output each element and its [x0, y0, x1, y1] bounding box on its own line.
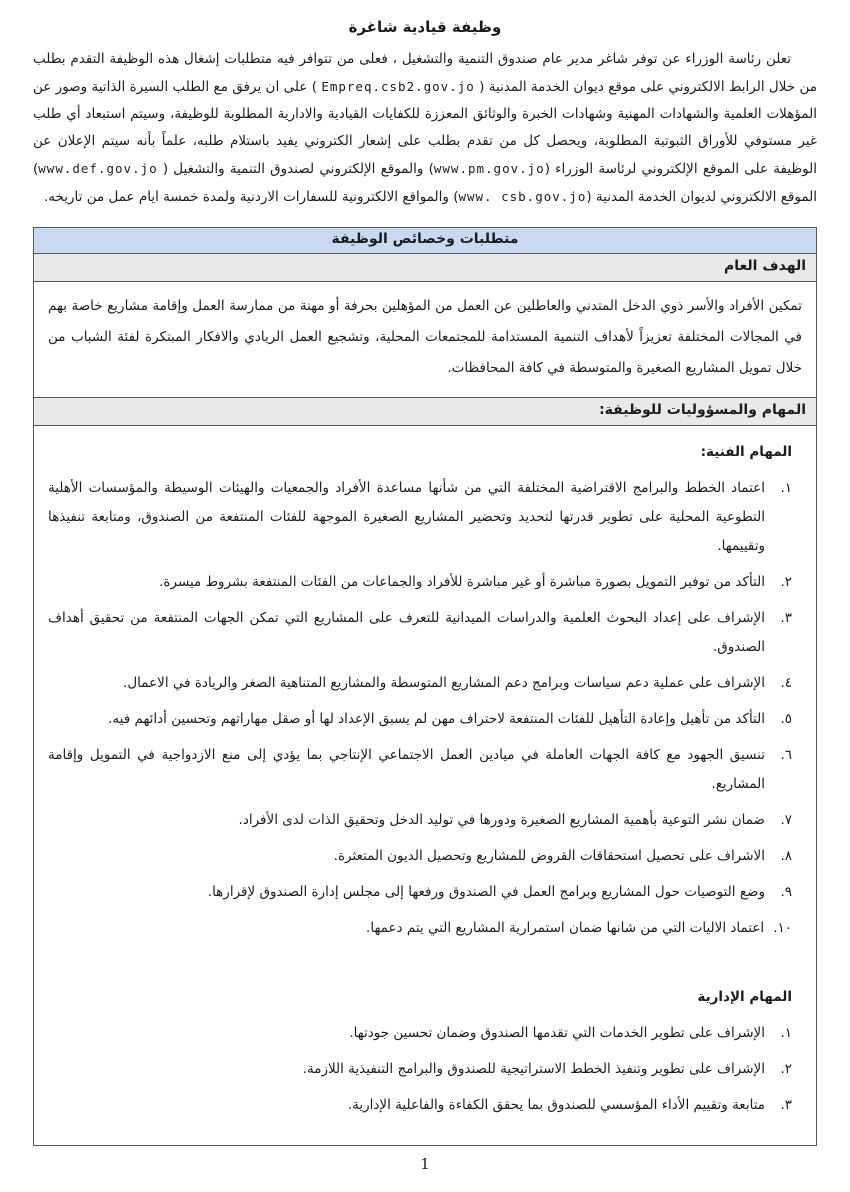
task-number: ٢. — [780, 1061, 792, 1077]
task-text: الإشراف على تطوير الخدمات التي تقدمها الصندوق وضمان تحسين جودتها. — [349, 1025, 765, 1041]
task-item — [48, 604, 792, 662]
csb-website-url-text: www. csb.gov.jo — [458, 189, 587, 204]
task-text: اعتماد الخطط والبرامج الاقتراضية المختلفة التي من شأنها مساعدة الأفراد والجمعيات والهيئات الوسيطة والمؤسسات الأهلية التطوعية المحلية على تطوير قدرتها لتحديد وتحضير المشاريع الصغيرة الموجهة للفئات المنتفعة من الصندوق، ومتابعة تنفيذها وتقييمها. — [48, 480, 765, 554]
intro-paragraph — [33, 46, 817, 211]
task-item — [48, 741, 792, 799]
intro-text-segment: ) على ان يرفق مع الطلب السيرة الذاتية وصور عن المؤهلات العلمية والشهادات المهنية وشهادات الخبرة والوثائق المعززة للكفايات القيادية والادارية المطلوبة للوظيفة، وسيتم استبعاد أي طلب غير مستوفي للأوراق الثبوتية المطلوبة، ويحصل كل من تقدم بطلب على إشعار الكتروني يفيد باستلام طلبه، علماً بأنه سيتم الإعلان عن الوظيفة على الموقع الإلكتروني لرئاسة الوزراء ( — [33, 79, 818, 177]
task-item — [48, 1055, 792, 1084]
task-item — [48, 1091, 792, 1120]
intro-text-segment: تعلن رئاسة الوزراء عن توفر شاغر مدير عام صندوق التنمية والتشغيل ، فعلى من تتوافر فيه متطلبات إشغال هذه الوظيفة التقدم بطلب من خلال الرابط الالكتروني على موقع ديوان الخدمة المدنية ( — [33, 51, 818, 95]
task-text: الإشراف على عملية دعم سياسات وبرامج دعم المشاريع المتوسطة والمشاريع المتناهية الصغر والريادة في الاعمال. — [123, 675, 765, 691]
general-goal-header: الهدف العام — [34, 254, 816, 282]
task-text: تنسيق الجهود مع كافة الجهات العاملة في ميادين العمل الاجتماعي الإنتاجي بما يؤدي إلى منع الازدواجية في التمويل وإقامة المشاريع. — [48, 747, 765, 792]
general-goal-cell — [34, 282, 816, 398]
task-number: ١. — [780, 480, 792, 496]
task-item — [48, 806, 792, 835]
task-item — [48, 474, 792, 561]
table-header: متطلبات وخصائص الوظيفة — [34, 228, 816, 254]
task-text: ضمان نشر التوعية بأهمية المشاريع الصغيرة ودورها في توليد الدخل وتحقيق الذات لدى الأفراد. — [238, 812, 765, 828]
task-number: ٨. — [780, 848, 792, 864]
task-item — [48, 705, 792, 734]
task-text: وضع التوصيات حول المشاريع وبرامج العمل في الصندوق ورفعها إلى مجلس إدارة الصندوق لإقرارها. — [207, 884, 765, 900]
task-text: التأكد من تأهيل وإعادة التأهيل للفئات المنتفعة لاحتراف مهن لم يسبق الإعداد لها أو صقل مهاراتهم وتحسين أدائهم فيه. — [108, 711, 765, 727]
duties-cell — [34, 426, 816, 1145]
task-number: ٤. — [780, 675, 792, 691]
task-number: ٦. — [780, 747, 792, 763]
task-number: ٩. — [780, 884, 792, 900]
task-item — [48, 568, 792, 597]
task-number: ٣. — [780, 610, 792, 626]
task-item — [48, 669, 792, 698]
task-number: ١٠. — [773, 920, 792, 936]
technical-tasks-header: المهام الفنية: — [700, 444, 792, 460]
task-text: التأكد من توفير التمويل بصورة مباشرة أو غير مباشرة للأفراد والجماعات من الفئات المنتفعة بشروط ميسرة. — [159, 574, 765, 590]
task-text: متابعة وتقييم الأداء المؤسسي للصندوق بما يحقق الكفاءة والفاعلية الإدارية. — [347, 1097, 765, 1113]
task-number: ٣. — [780, 1097, 792, 1113]
task-item — [48, 914, 792, 943]
task-text: اعتماد الاليات التي من شانها ضمان استمرارية المشاريع التي يتم دعمها. — [366, 920, 765, 936]
page-title: وظيفة قيادية شاغرة — [348, 18, 502, 36]
task-item — [48, 878, 792, 907]
task-number: ٧. — [780, 812, 792, 828]
task-number: ٢. — [780, 574, 792, 590]
page-number: 1 — [420, 1155, 430, 1173]
task-text: الاشراف على تحصيل استحقاقات القروض للمشاريع وتحصيل الديون المتعثرة. — [333, 848, 765, 864]
application-url-text: Empreq.csb2.gov.jo — [321, 79, 475, 94]
task-text: الإشراف على تطوير وتنفيذ الخطط الاستراتيجية للصندوق والبرامج التنفيذية اللازمة. — [302, 1061, 765, 1077]
task-number: ١. — [780, 1025, 792, 1041]
pm-website-url-text: www.pm.gov.jo — [433, 161, 545, 176]
task-item — [48, 1019, 792, 1048]
requirements-table — [33, 227, 817, 1146]
admin-tasks-header: المهام الإدارية — [697, 989, 792, 1005]
general-goal-text: تمكين الأفراد والأسر ذوي الدخل المتدني والعاطلين عن العمل من المؤهلين بحرفة أو مهنة من ممارسة العمل وإقامة مشاريع خاصة بهم في المجالات المختلفة تعزيزاً لأهداف التنمية المستدامة للمجتمعات المحلية، وتشجيع العمل الريادي والافكار المبتكرة لفئة الشباب من خلال تمويل المشاريع الصغيرة والمتوسطة في كافة المحافظات. — [48, 298, 802, 376]
def-website-url-text: www.def.gov.jo — [38, 161, 158, 176]
intro-text-segment: ) الموقع الالكتروني لديوان الخدمة المدنية ( — [33, 161, 817, 205]
intro-text-segment: ) والموقع الإلكتروني لصندوق التنمية والتشغيل ( — [157, 161, 434, 177]
duties-header: المهام والمسؤوليات للوظيفة: — [34, 398, 816, 426]
task-item — [48, 842, 792, 871]
task-text: الإشراف على إعداد البحوث العلمية والدراسات الميدانية للتعرف على المشاريع التي تمكن الجهات المنتفعة من تحقيق أهداف الصندوق. — [48, 610, 765, 655]
task-number: ٥. — [780, 711, 792, 727]
intro-text-segment: ) والمواقع الالكترونية للسفارات الاردنية ولمدة خمسة ايام عمل من تاريخه. — [44, 189, 459, 205]
